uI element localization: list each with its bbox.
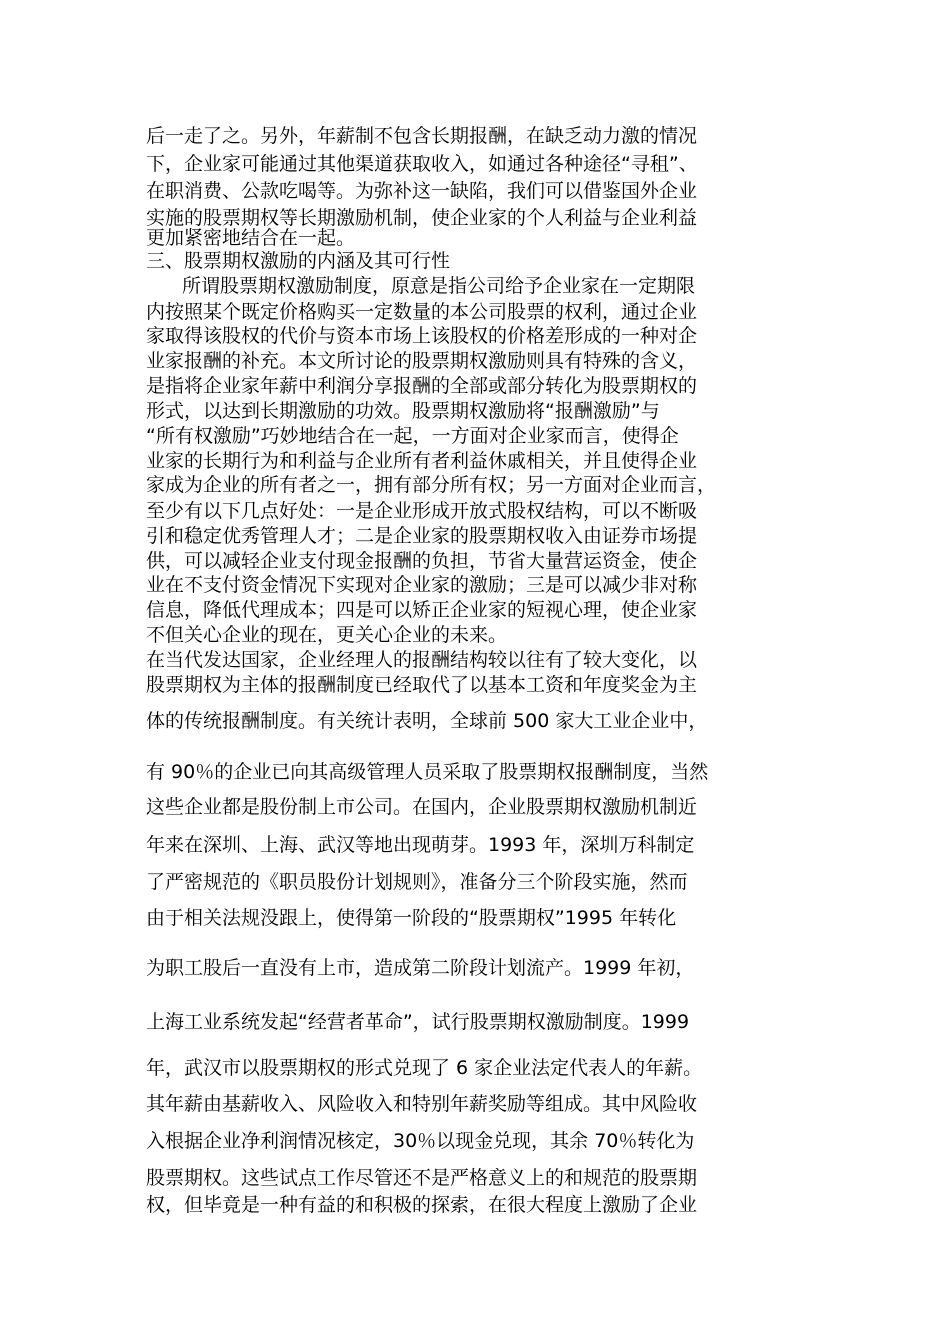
paragraph-line: 其年薪由基薪收入、风险收入和特别年薪奖励等组成。其中风险收	[146, 1093, 698, 1115]
paragraph-line: 引和稳定优秀管理人才；二是企业家的股票期权收入由证券市场提	[146, 525, 698, 547]
paragraph-line: 在职消费、公款吃喝等。为弥补这一缺陷，我们可以借鉴国外企业	[146, 180, 698, 202]
paragraph-line: 实施的股票期权等长期激励机制，使企业家的个人利益与企业利益	[146, 207, 698, 229]
paragraph-line: 业家的长期行为和利益与企业所有者利益休戚相关，并且使得企业	[146, 450, 698, 472]
paragraph-line: 家成为企业的所有者之一，拥有部分所有权；另一方面对企业而言，	[146, 474, 717, 496]
paragraph-line: 不但关心企业的现在，更关心企业的未来。	[146, 624, 508, 646]
section-heading: 三、股票期权激励的内涵及其可行性	[146, 250, 451, 272]
paragraph-line: 所谓股票期权激励制度，原意是指公司给予企业家在一定期限	[182, 275, 696, 297]
paragraph-line: 为职工股后一直没有上市，造成第二阶段计划流产。1999 年初，	[146, 957, 695, 979]
paragraph-line: 年来在深圳、上海、武汉等地出现萌芽。1993 年，深圳万科制定	[146, 834, 695, 856]
paragraph-line: 这些企业都是股份制上市公司。在国内，企业股票期权激励机制近	[146, 796, 698, 818]
paragraph-line: 业在不支付资金情况下实现对企业家的激励；三是可以减少非对称	[146, 574, 698, 596]
paragraph-line: 是指将企业家年薪中利润分享报酬的全部或部分转化为股票期权的	[146, 375, 698, 397]
paragraph-line: 上海工业系统发起“经营者革命”，试行股票期权激励制度。1999	[146, 1011, 690, 1033]
paragraph-line: 有 90％的企业已向其高级管理人员采取了股票期权报酬制度，当然	[146, 761, 709, 783]
paragraph-line: 家取得该股权的代价与资本市场上该股权的价格差形成的一种对企	[146, 325, 698, 347]
paragraph-line: 入根据企业净利润情况核定，30％以现金兑现，其余 70％转化为	[146, 1130, 695, 1152]
paragraph-line: 股票期权为主体的报酬制度已经取代了以基本工资和年度奖金为主	[146, 674, 698, 696]
paragraph-line: 股票期权。这些试点工作尽管还不是严格意义上的和规范的股票期	[146, 1167, 698, 1189]
paragraph-line: 年，武汉市以股票期权的形式兑现了 6 家企业法定代表人的年薪。	[146, 1057, 703, 1079]
paragraph-line: 体的传统报酬制度。有关统计表明，全球前 500 家大工业企业中，	[146, 710, 708, 732]
paragraph-line: 后一走了之。另外，年薪制不包含长期报酬，在缺乏动力激的情况	[146, 125, 698, 147]
paragraph-line: 在当代发达国家，企业经理人的报酬结构较以往有了较大变化，以	[146, 649, 698, 671]
paragraph-line: 下，企业家可能通过其他渠道获取收入，如通过各种途径“寻租”、	[146, 153, 698, 175]
paragraph-line: 更加紧密地结合在一起。	[146, 227, 356, 249]
paragraph-line: 内按照某个既定价格购买一定数量的本公司股票的权利，通过企业	[146, 301, 698, 323]
paragraph-line: 了严密规范的《职员股份计划规则》，准备分三个阶段实施，然而	[146, 871, 688, 893]
paragraph-line: 信息，降低代理成本；四是可以矫正企业家的短视心理，使企业家	[146, 599, 698, 621]
paragraph-line: 权，但毕竟是一种有益的和积极的探索，在很大程度上激励了企业	[146, 1194, 698, 1216]
paragraph-line: 形式，以达到长期激励的功效。股票期权激励将“报酬激励”与	[146, 400, 660, 422]
paragraph-line: 业家报酬的补充。本文所讨论的股票期权激励则具有特殊的含义，	[146, 350, 698, 372]
paragraph-line: “所有权激励”巧妙地结合在一起，一方面对企业家而言，使得企	[146, 425, 679, 447]
paragraph-line: 供，可以减轻企业支付现金报酬的负担，节省大量营运资金，使企	[146, 550, 698, 572]
paragraph-line: 由于相关法规没跟上，使得第一阶段的“股票期权”1995 年转化	[146, 907, 677, 929]
paragraph-line: 至少有以下几点好处：一是企业形成开放式股权结构，可以不断吸	[146, 500, 698, 522]
